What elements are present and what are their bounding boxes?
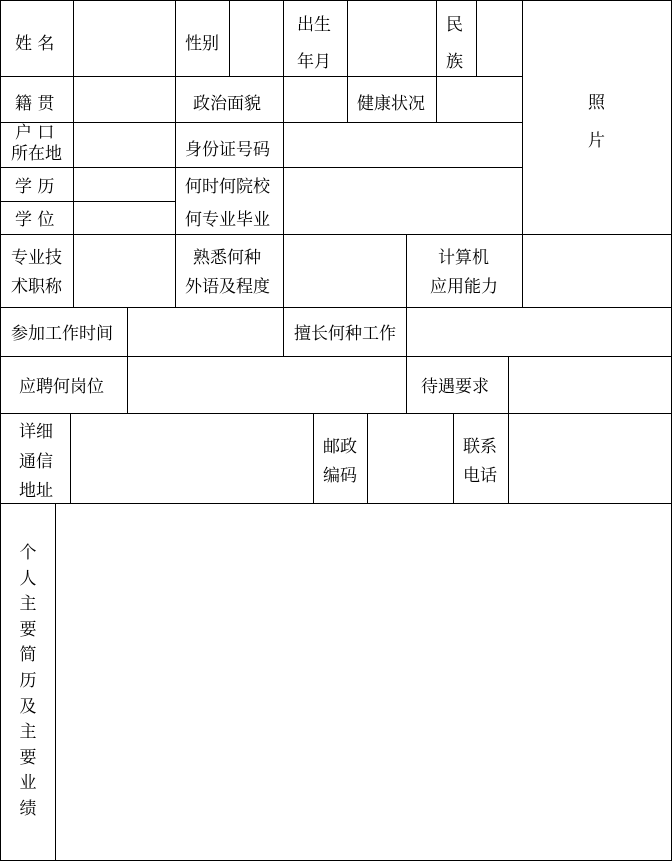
work-start-field[interactable] xyxy=(128,308,283,356)
phone-label-line2: 电话 xyxy=(463,466,497,486)
education-label: 学 历 xyxy=(15,177,55,197)
address-label-line2: 通信 xyxy=(19,452,53,472)
resume-label-char: 要 xyxy=(19,747,37,768)
postcode-label-line1: 邮政 xyxy=(323,437,357,457)
computer-skill-label-line2: 应用能力 xyxy=(430,277,498,297)
language-label-line2: 外语及程度 xyxy=(185,277,270,297)
rule xyxy=(406,234,407,307)
hukou-label-line1: 户 口 xyxy=(15,123,55,143)
resume-label-char: 主 xyxy=(19,722,37,743)
computer-skill-label-line1: 计算机 xyxy=(438,248,489,268)
professional-title-field[interactable] xyxy=(74,235,175,307)
resume-label-char: 个 xyxy=(19,543,37,563)
degree-field[interactable] xyxy=(74,202,175,234)
resume-label xyxy=(18,541,38,823)
rule xyxy=(175,0,176,307)
gender-label: 性别 xyxy=(185,34,219,54)
hukou-label-line2: 所在地 xyxy=(11,144,62,164)
specialty-label: 擅长何种工作 xyxy=(294,324,396,344)
health-field[interactable] xyxy=(437,77,522,122)
professional-title-label-line1: 专业技 xyxy=(11,248,62,268)
ethnicity-label-line1: 民 xyxy=(446,15,463,35)
education-field[interactable] xyxy=(74,168,175,201)
salary-field[interactable] xyxy=(509,357,671,413)
gender-field[interactable] xyxy=(230,1,283,76)
phone-field[interactable] xyxy=(509,414,671,503)
language-label-line1: 熟悉何种 xyxy=(193,248,261,268)
id-number-label: 身份证号码 xyxy=(185,140,270,160)
resume-label-char: 历 xyxy=(19,670,37,691)
address-field[interactable] xyxy=(71,414,313,503)
political-status-field[interactable] xyxy=(284,77,347,122)
phone-label-line1: 联系 xyxy=(463,437,497,457)
resume-label-char: 及 xyxy=(19,696,37,717)
rule xyxy=(0,860,672,861)
resume-label-char: 简 xyxy=(19,645,37,666)
postcode-label-line2: 编码 xyxy=(323,466,357,486)
resume-field[interactable] xyxy=(56,504,671,860)
rule xyxy=(283,307,284,356)
ethnicity-field[interactable] xyxy=(477,1,522,76)
rule xyxy=(313,413,314,503)
resume-label-char: 主 xyxy=(19,594,37,615)
photo-label-line1: 照 xyxy=(588,93,605,113)
graduation-label-line1: 何时何院校 xyxy=(185,177,270,197)
birth-label-line2: 年月 xyxy=(297,52,331,72)
native-place-field[interactable] xyxy=(74,77,175,122)
id-number-field[interactable] xyxy=(284,123,522,167)
degree-label: 学 位 xyxy=(15,210,55,230)
name-label: 姓 名 xyxy=(15,34,55,54)
photo-box[interactable] xyxy=(523,1,671,234)
work-start-label: 参加工作时间 xyxy=(11,324,113,344)
native-place-label: 籍 贯 xyxy=(15,94,55,114)
salary-label: 待遇要求 xyxy=(421,377,489,397)
resume-label-char: 绩 xyxy=(19,798,37,819)
graduation-label-line2: 何专业毕业 xyxy=(185,210,270,230)
ethnicity-label-line2: 族 xyxy=(446,52,463,72)
name-field[interactable] xyxy=(74,1,175,76)
address-label-line1: 详细 xyxy=(19,422,53,442)
resume-label-char: 人 xyxy=(19,568,37,589)
graduation-field[interactable] xyxy=(284,168,522,234)
language-field[interactable] xyxy=(284,235,406,307)
photo-label-line2: 片 xyxy=(588,131,605,151)
postcode-field[interactable] xyxy=(368,414,453,503)
rule xyxy=(453,413,454,503)
rule xyxy=(0,0,1,861)
hukou-field[interactable] xyxy=(74,123,175,167)
resume-label-char: 要 xyxy=(19,619,37,640)
birth-date-field[interactable] xyxy=(348,1,436,76)
birth-label-line1: 出生 xyxy=(297,15,331,35)
political-status-label: 政治面貌 xyxy=(193,94,261,114)
computer-skill-field[interactable] xyxy=(523,235,671,307)
health-label: 健康状况 xyxy=(357,94,425,114)
address-label-line3: 地址 xyxy=(19,481,53,501)
professional-title-label-line2: 术职称 xyxy=(11,277,62,297)
position-field[interactable] xyxy=(128,357,406,413)
resume-label-char: 业 xyxy=(19,773,37,794)
position-label: 应聘何岗位 xyxy=(19,377,104,397)
specialty-field[interactable] xyxy=(407,308,671,356)
